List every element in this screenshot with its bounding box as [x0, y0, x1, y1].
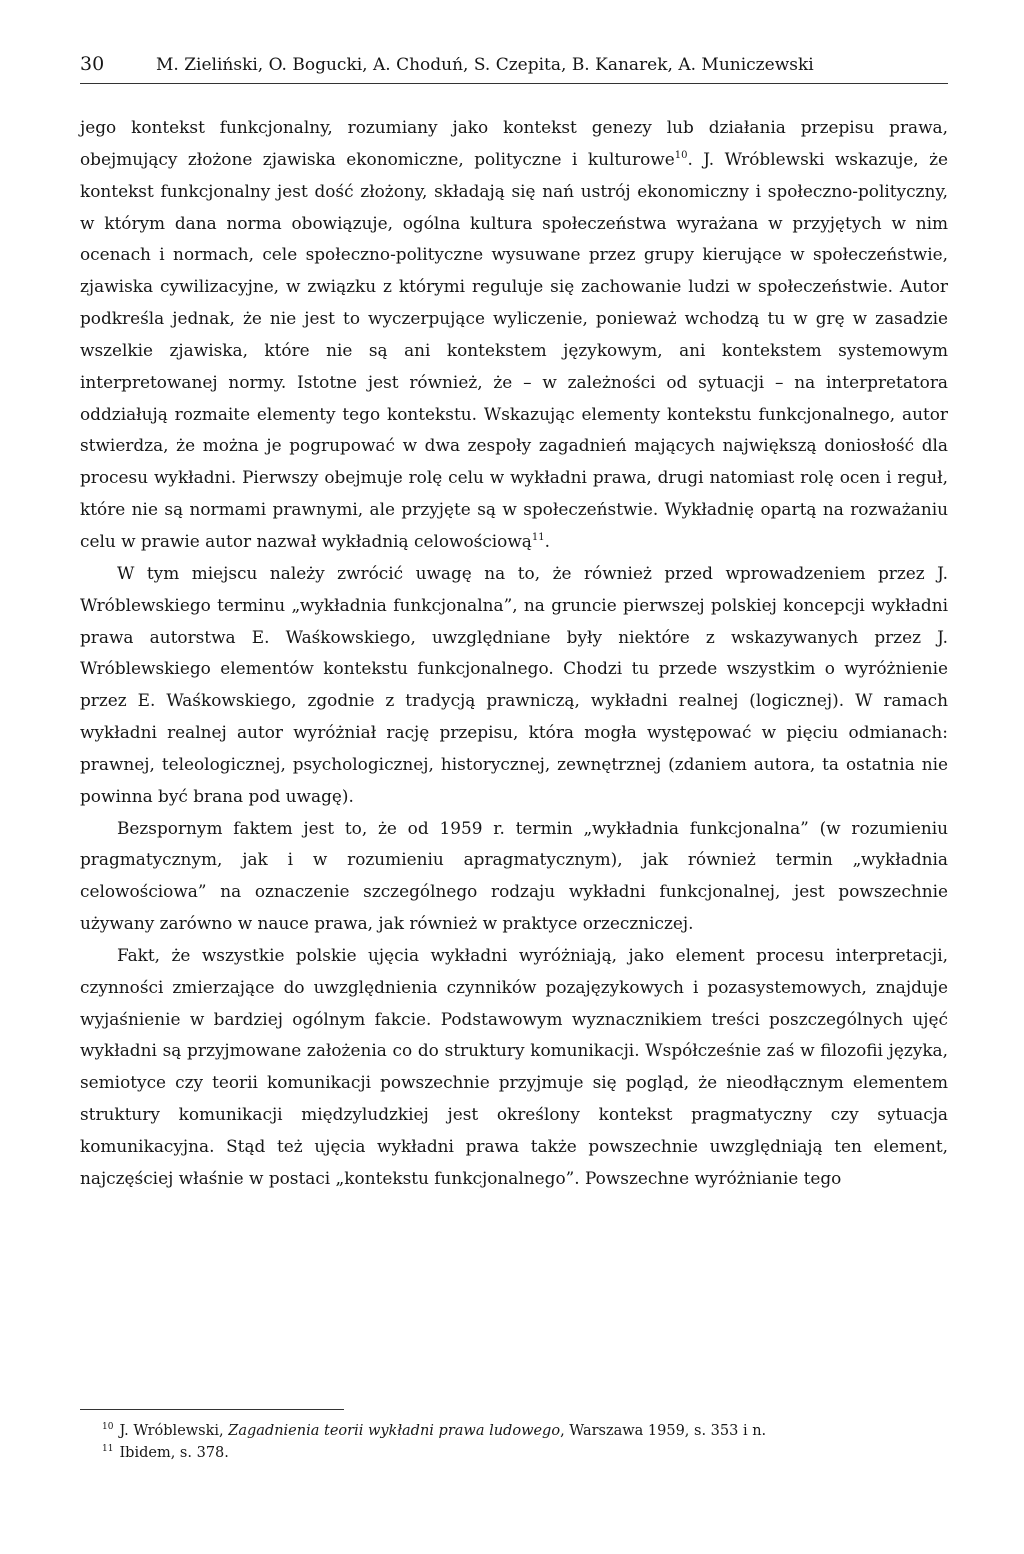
footnote-text: J. Wróblewski,: [119, 1423, 229, 1439]
footnote-text: Ibidem, s. 378.: [119, 1445, 229, 1461]
paragraph-4: Fakt, że wszystkie polskie ujęcia wykładni wyróżniają, jako element procesu interpretacji, czynności zmierzające do uwzględnienia czynników pozajęzykowych i pozasystemowych, znajduje wyjaśnienie w bardziej ogólnym fakcie. Podstawowym wyznacznikiem treści poszczególnych ujęć wykładni są przyjmowane założenia co do struktury komunikacji. Współcześnie zaś w filozofii języka, semiotyce czy teorii komunikacji powszechnie przyjmuje się pogląd, że nieodłącznym elementem struktury komunikacji międzyludzkiej jest określony kontekst pragmatyczny czy sytuacja komunikacyjna. Stąd też ujęcia wykładni prawa także powszechnie uwzględniają ten element, najczęściej właśnie w postaci „kontekstu funkcjonalnego”. Powszechne wyróżnianie tego: [80, 944, 948, 1188]
footnote-ref-10: 10: [674, 149, 688, 161]
running-header: [80, 52, 948, 77]
header-authors: M. Zieliński, O. Bogucki, A. Choduń, S. Czepita, B. Kanarek, A. Municzewski: [156, 55, 814, 75]
paragraph-1-part-b: . J. Wróblewski wskazuje, że kontekst funkcjonalny jest dość złożony, składają się nań ustrój ekonomiczny i społeczno-polityczny, w którym dana norma obowiązuje, ogólna kultura społeczeństwa wyrażana w przyjętych w nim ocenach i normach, cele społeczno-polityczne wysuwane przez grupy kierujące w społeczeństwie, zjawiska cywilizacyjne, w związku z którymi reguluje się zachowanie ludzi w społeczeństwie. Autor podkreśla jednak, że nie jest to wyczerpujące wyliczenie, ponieważ wchodzą tu w grę w zasadzie wszelkie zjawiska, które nie są ani kontekstem językowym, ani kontekstem systemowym interpretowanej normy. Istotne jest również, że – w zależności od sytuacji – na interpretatora oddziałują rozmaite elementy tego kontekstu. Wskazując elementy kontekstu funkcjonalnego, autor stwierdza, że można je pogrupować w dwa zespoły zagadnień mających największą doniosłość dla procesu wykładni. Pierwszy obejmuje rolę celu w wykładni prawa, drugi natomiast rolę ocen i reguł, które nie są normami prawnymi, ale przyjęte są w społeczeństwie. Wykładnię opartą na rozważaniu celu w prawie autor nazwał wykładnią celowościową: [80, 148, 948, 551]
paragraph-3: Bezspornym faktem jest to, że od 1959 r. termin „wykładnia funkcjonalna” (w rozumieniu pragmatycznym, jak i w rozumieniu apragmatycznym), jak również termin „wykładnia celowościowa” na oznaczenie szczególnego rodzaju wykładni funkcjonalnej, jest powszechnie używany zarówno w nauce prawa, jak również w praktyce orzeczniczej.: [80, 817, 948, 934]
paragraph-1: [80, 112, 948, 558]
footnote-10: [80, 1420, 948, 1442]
page-number: 30: [80, 53, 105, 75]
footnote-number: 11: [102, 1444, 114, 1454]
footnotes: [80, 1420, 948, 1464]
footnote-number: 10: [102, 1422, 114, 1432]
footnote-rule: [80, 1409, 344, 1410]
paragraph-1-part-c: .: [544, 530, 550, 551]
header-rule: [80, 83, 948, 84]
paragraph-1-part-a: jego kontekst funkcjonalny, rozumiany jako kontekst genezy lub działania przepisu prawa, obejmujący złożone zjawiska ekonomiczne, polityczne i kulturowe: [80, 117, 948, 169]
footnote-book-title: Zagadnienia teorii wykładni prawa ludowego: [228, 1423, 561, 1439]
footnote-text: , Warszawa 1959, s. 353 i n.: [560, 1423, 767, 1439]
paragraph-2: W tym miejscu należy zwrócić uwagę na to, że również przed wprowadzeniem przez J. Wróblewskiego terminu „wykładnia funkcjonalna”, na gruncie pierwszej polskiej koncepcji wykładni prawa autorstwa E. Waśkowskiego, uwzględniane były niektóre z wskazywanych przez J. Wróblewskiego elementów kontekstu funkcjonalnego. Chodzi tu przede wszystkim o wyróżnienie przez E. Waśkowskiego, zgodnie z tradycją prawniczą, wykładni realnej (logicznej). W ramach wykładni realnej autor wyróżniał rację przepisu, która mogła występować w pięciu odmianach: prawnej, teleologicznej, psychologicznej, historycznej, zewnętrznej (zdaniem autora, ta ostatnia nie powinna być brana pod uwagę).: [80, 562, 948, 806]
footnote-11: [80, 1442, 948, 1464]
main-text: [80, 112, 948, 1195]
footnote-ref-11: 11: [531, 531, 545, 543]
